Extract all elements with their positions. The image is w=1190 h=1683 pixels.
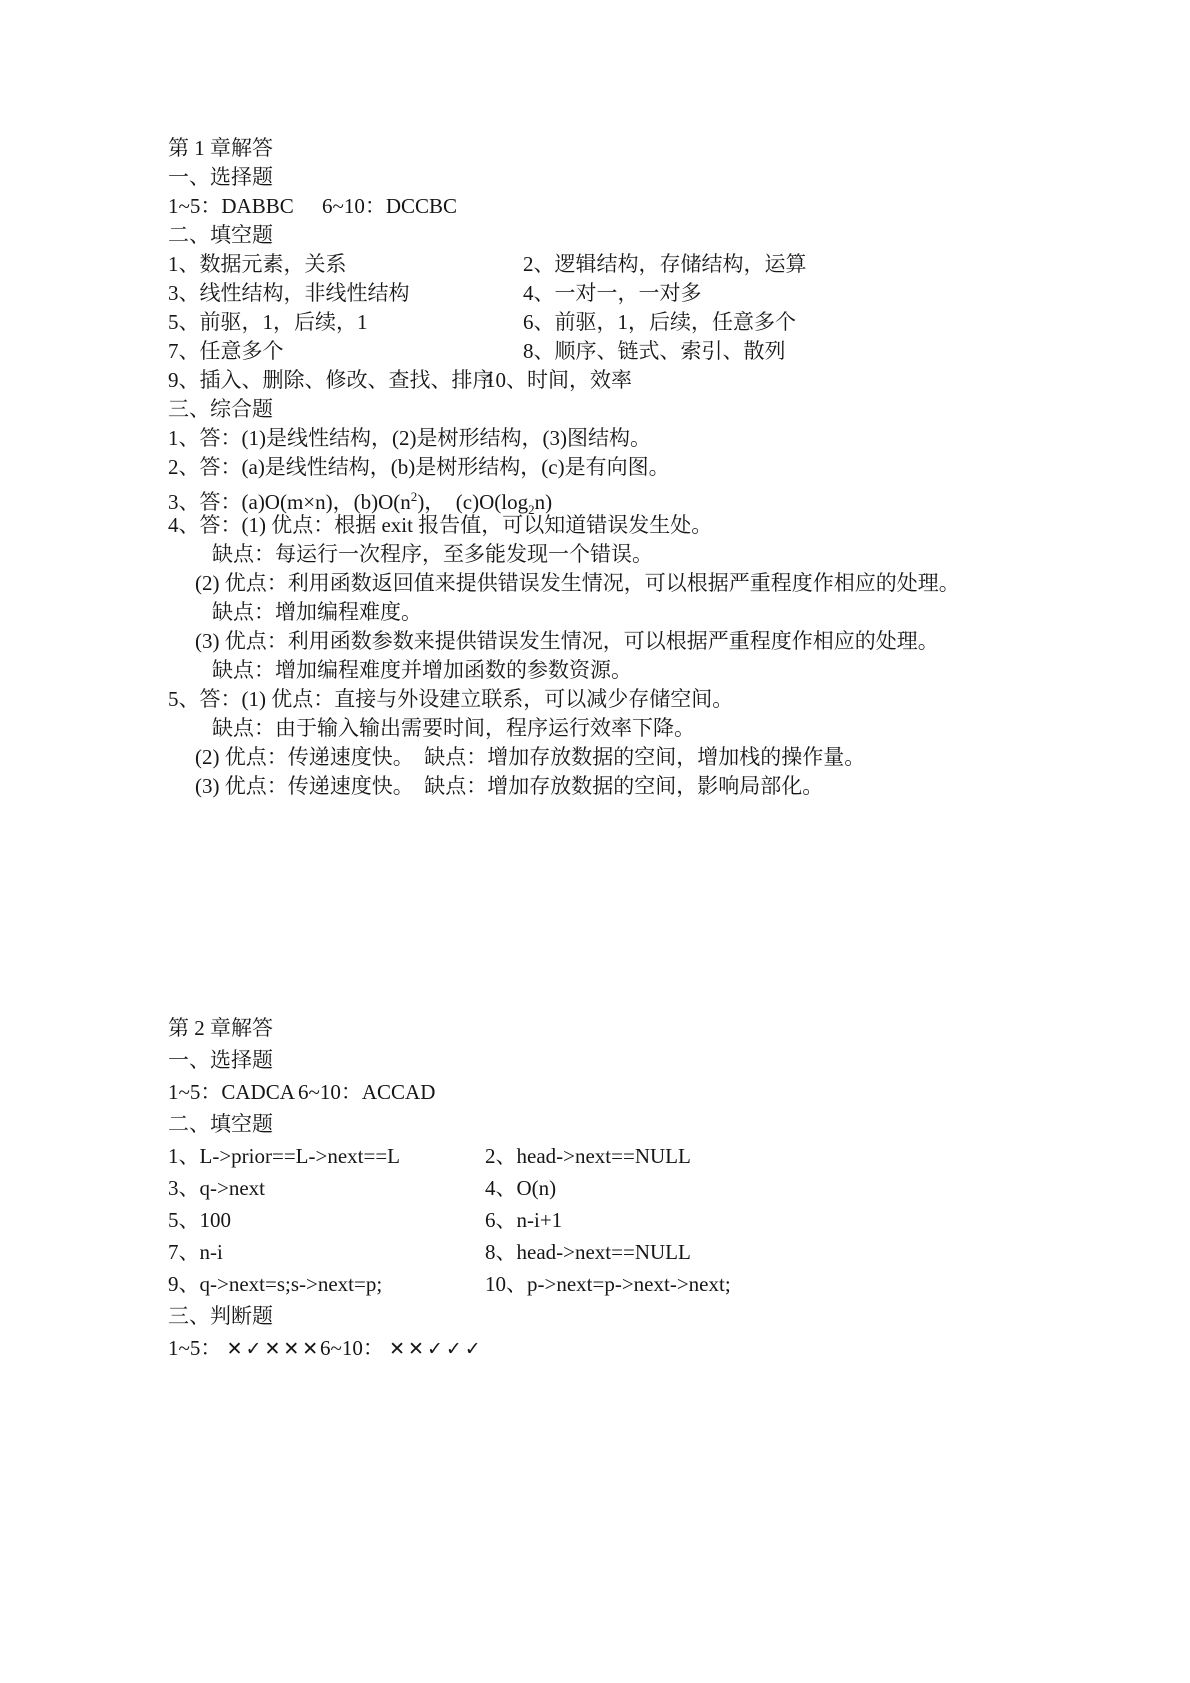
fill-answer: 10、时间，效率 — [485, 368, 632, 392]
fill-answer: 8、顺序、链式、索引、散列 — [523, 339, 786, 363]
ch2-choice-answers — [168, 1076, 1150, 1108]
fill-answer: 3、线性结构，非线性结构 — [168, 281, 410, 305]
fill-answer: 9、q->next=s;s->next=p; — [168, 1272, 383, 1296]
chapter-2-section — [168, 1012, 1150, 1364]
fill-answer: 5、100 — [168, 1208, 231, 1232]
fill-answer: 9、插入、删除、修改、查找、排序 — [168, 368, 494, 392]
ch2-choice-answers-6-10: 6~10：ACCAD — [298, 1080, 436, 1104]
chapter-1-title: 第 1 章解答 — [168, 136, 273, 160]
comp-line-4-sub3: (3) 优点：利用函数参数来提供错误发生情况，可以根据严重程度作相应的处理。 — [195, 629, 939, 653]
comp-line-4-sub2-con: 缺点：增加编程难度。 — [212, 600, 422, 624]
comp-line-5-con: 缺点：由于输入输出需要时间，程序运行效率下降。 — [212, 716, 695, 740]
comp-line-5-sub2: (2) 优点：传递速度快。 缺点：增加存放数据的空间，增加栈的操作量。 — [195, 745, 866, 769]
comp-line-3: 3、答：(a)O(m×n)，$(b)O(n^2)$， $(c)O(\log_2n)$ — [168, 489, 553, 518]
ch2-judge-marks-6-10: ✕✕✓✓✓ — [389, 1338, 484, 1360]
ch2-fill-heading: 二、填空题 — [168, 1112, 273, 1136]
ch2-judge-range-6-10: 6~10： — [320, 1336, 384, 1360]
ch2-judge-marks-1-5: ✕✓✕✕✕ — [226, 1338, 322, 1360]
ch2-judge-group-6-10 — [320, 1332, 484, 1365]
comp-line-5: 5、答：(1) 优点：直接与外设建立联系，可以减少存储空间。 — [168, 687, 734, 711]
ch1-fill-heading: 二、填空题 — [168, 223, 273, 247]
ch1-fill-row-5 — [168, 366, 1150, 395]
comp-line-2: 2、答：(a)是线性结构，(b)是树形结构，(c)是有向图。 — [168, 455, 670, 479]
fill-answer: 2、逻辑结构，存储结构，运算 — [523, 252, 807, 276]
fill-answer: 1、L->prior==L->next==L — [168, 1144, 401, 1168]
fill-answer: 10、p->next=p->next->next; — [485, 1272, 731, 1296]
ch2-fill-row-2 — [168, 1172, 1150, 1204]
ch2-judge-heading: 三、判断题 — [168, 1304, 273, 1328]
fill-answer: 3、q->next — [168, 1176, 265, 1200]
fill-answer: 4、O(n) — [485, 1176, 557, 1200]
chapter-2-title: 第 2 章解答 — [168, 1016, 273, 1040]
ch1-fill-row-4 — [168, 337, 1150, 366]
fill-answer: 5、前驱，1，后续，1 — [168, 310, 368, 334]
ch2-fill-row-1 — [168, 1140, 1150, 1172]
fill-answer: 2、head->next==NULL — [485, 1144, 691, 1168]
chapter-1-section — [168, 134, 1150, 801]
comp-line-4-sub3-con: 缺点：增加编程难度并增加函数的参数资源。 — [212, 658, 632, 682]
ch2-choice-heading: 一、选择题 — [168, 1048, 273, 1072]
comp-line-4-con: 缺点：每运行一次程序，至多能发现一个错误。 — [212, 542, 653, 566]
comp-line-1: 1、答：(1)是线性结构，(2)是树形结构，(3)图结构。 — [168, 426, 651, 450]
fill-answer: 4、一对一，一对多 — [523, 281, 702, 305]
fill-answer: 7、n-i — [168, 1240, 223, 1264]
ch1-choice-answers-6-10: 6~10：DCCBC — [322, 194, 458, 218]
ch1-fill-row-1 — [168, 250, 1150, 279]
fill-answer: 6、n-i+1 — [485, 1208, 563, 1232]
fill-answer: 8、head->next==NULL — [485, 1240, 691, 1264]
ch2-judge-answers — [168, 1332, 1150, 1364]
comp-line-5-sub3: (3) 优点：传递速度快。 缺点：增加存放数据的空间，影响局部化。 — [195, 774, 824, 798]
ch1-fill-row-2 — [168, 279, 1150, 308]
ch2-fill-row-5 — [168, 1268, 1150, 1300]
ch1-fill-row-3 — [168, 308, 1150, 337]
ch1-choice-answers — [168, 192, 1150, 221]
ch1-choice-answers-1-5: 1~5：DABBC — [168, 194, 294, 218]
ch1-comp-heading: 三、综合题 — [168, 397, 273, 421]
ch2-fill-row-4 — [168, 1236, 1150, 1268]
ch1-choice-heading: 一、选择题 — [168, 165, 273, 189]
ch2-choice-answers-1-5: 1~5：CADCA — [168, 1080, 295, 1104]
ch2-judge-range-1-5: 1~5： — [168, 1336, 222, 1360]
fill-answer: 6、前驱，1，后续，任意多个 — [523, 310, 796, 334]
comp-line-4-sub2: (2) 优点：利用函数返回值来提供错误发生情况，可以根据严重程度作相应的处理。 — [195, 571, 960, 595]
comp-line-4: 4、答：(1) 优点：根据 exit 报告值，可以知道错误发生处。 — [168, 513, 713, 537]
ch2-fill-row-3 — [168, 1204, 1150, 1236]
fill-answer: 7、任意多个 — [168, 339, 284, 363]
fill-answer: 1、数据元素，关系 — [168, 252, 347, 276]
